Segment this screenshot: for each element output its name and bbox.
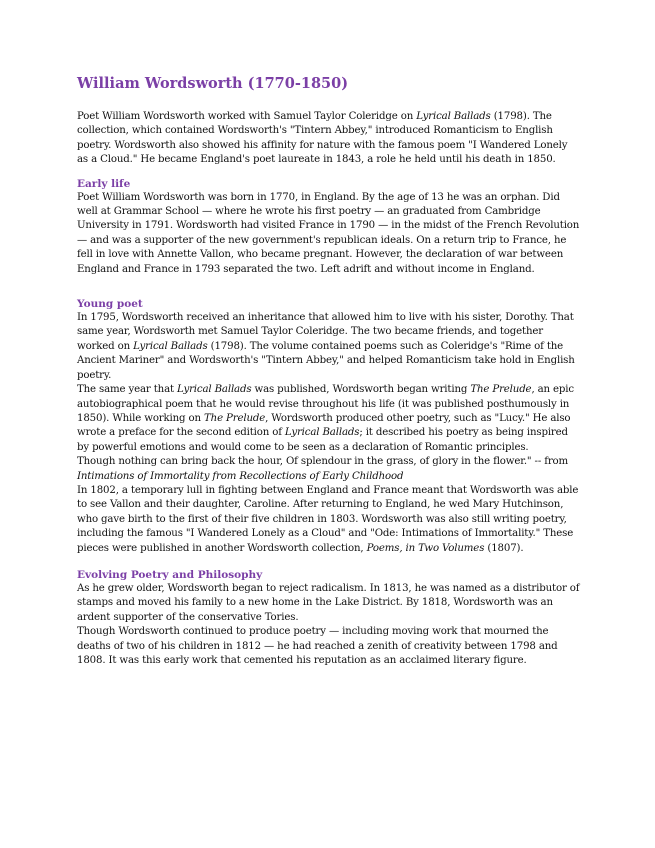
evolving-paragraph-2: Though Wordsworth continued to produce poetry — including moving work that mourned the deaths of two of his children in 1812 — he had reached a zenith of creativity between 1798 and 1808. It was this early work that cemented his reputation as an acclaimed literary figure. [77,626,558,666]
young-poet-paragraph-4 [77,484,580,556]
yp2-text-4: , Wordsworth produced other poetry, such as "Lucy." He also wrote a preface for the second edition of [77,412,571,439]
yp1-italic-1: Lyrical Ballads [133,340,208,352]
yp4-text-1: In 1802, a temporary lull in fighting between England and France meant that Wordsworth was able to see Vallon and their daughter, Caroline. After returning to England, he wed Mary Hutchinson, who gave birth to the first of their five children in 1803. Wordsworth was also still writing poetry, including the famous "I Wandered Lonely as a Cloud" and "Ode: Intimations of Immortality." These pieces were published in another Wordsworth collection, [77,484,579,554]
yp2-text-1: The same year that [77,384,178,396]
yp2-italic-2: The Prelude [470,384,532,396]
yp1-text-2: (1798). The volume contained poems such as Coleridge's "Rime of the Ancient Mariner" and Wordsworth's "Tintern Abbey," and helped Romanticism take hold in English poetry. [77,340,575,381]
evolving-heading: Evolving Poetry and Philosophy [77,568,263,581]
yp2-italic-4: Lyrical Ballads [284,427,360,439]
yp2-text-2: was published, Wordsworth began writing [251,384,471,396]
intro-italic-1: Lyrical Ballads [416,111,491,122]
early-life-paragraph: Poet William Wordsworth was born in 1770, in England. By the age of 13 he was an orphan. Did well at Grammar School — where he wrote his first poetry — an graduated from Cambridge University in 1791. Wordsworth had visited France in 1790 — in the midst of the French Revolution — and was a supporter of the new government's republican ideals. On a return trip to France, he fell in love with Annette Vallon, who became pregnant. However, the declaration of war between England and France in 1793 separated the two. Left adrift and without income in England. [77,191,580,275]
young-poet-paragraph-1 [77,311,580,383]
yp3-italic-1: Intimations of Immortality from Recollections of Early Childhood [77,470,404,482]
section-young-poet [77,297,580,556]
intro-paragraph [77,110,580,168]
intro-text-2: (1798). The collection, which contained Wordsworth's "Tintern Abbey," introduced Romanticism to English poetry. Wordsworth also showed his affinity for nature with the famous poem "I Wandered Lonely as a Cloud." He became England's poet laureate in 1843, a role he held until his death in 1850. [77,111,568,166]
early-life-heading: Early life [77,177,131,190]
evolving-paragraph-1: As he grew older, Wordsworth began to reject radicalism. In 1813, he was named as a distributor of stamps and moved his family to a new home in the Lake District. By 1818, Wordsworth was an ardent supporter of the conservative Tories. [77,582,580,623]
yp2-text-3: , an epic autobiographical poem that he would revise throughout his life (it was published posthumously in 1850). While working on [77,384,574,424]
yp3-text-1: Though nothing can bring back the hour, Of splendour in the grass, of glory in the flower." -- from [77,456,569,468]
page-title: William Wordsworth (1770-1850) [77,75,349,92]
young-poet-quote-paragraph [77,455,580,484]
yp4-italic-1: Poems, in Two Volumes [366,542,485,554]
young-poet-heading: Young poet [77,298,143,311]
section-early-life [77,177,580,277]
yp2-italic-3: The Prelude [204,412,266,424]
yp4-text-2: (1807). [484,542,524,554]
section-evolving [77,568,580,668]
yp2-text-5: ; it described his poetry as being inspired by powerful emotions and would come to be seen as a declaration of Romantic principles. [77,427,568,453]
young-poet-paragraph-2 [77,383,580,455]
yp1-text-1: In 1795, Wordsworth received an inheritance that allowed him to live with his sister, Dorothy. That same year, Wordsworth met Samuel Taylor Coleridge. The two became friends, and together worked on [77,312,574,352]
intro-text-1: Poet William Wordsworth worked with Samuel Taylor Coleridge on [77,111,417,122]
yp2-italic-1: Lyrical Ballads [177,384,252,396]
